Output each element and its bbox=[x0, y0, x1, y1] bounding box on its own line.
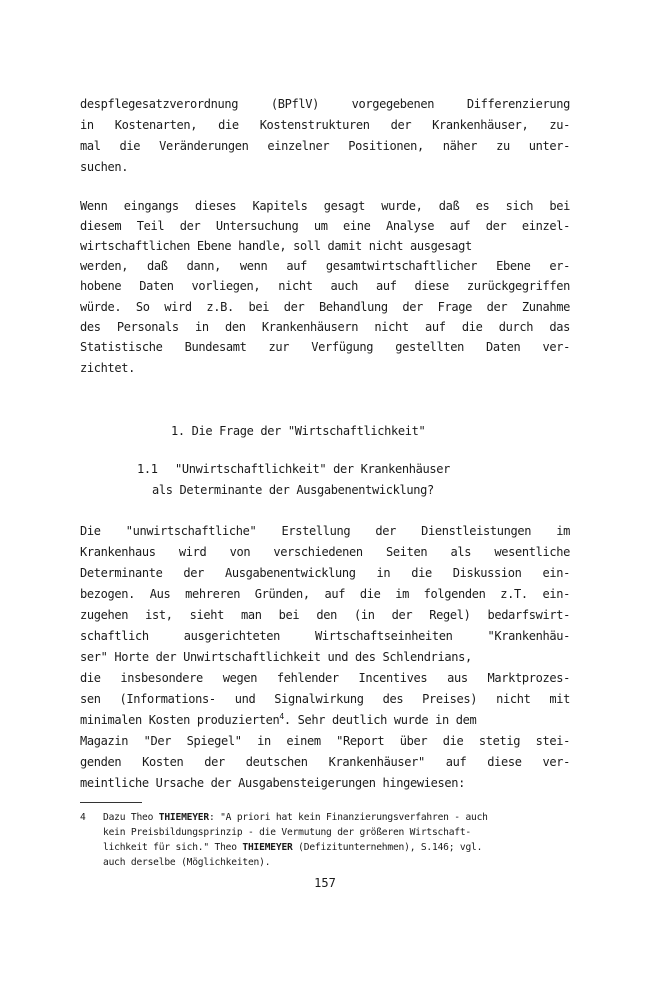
para3-line-text: . Sehr deutlich wurde in dem bbox=[283, 713, 477, 727]
para2-line: diesem Teil der Untersuchung um eine Analyse auf der einzel- bbox=[80, 219, 570, 233]
para3-line: Magazin "Der Spiegel" in einem "Report über die stetig stei- bbox=[80, 734, 570, 748]
page-number: 157 bbox=[314, 876, 336, 890]
para3-line: die insbesondere wegen fehlender Incentives aus Marktprozes- bbox=[80, 671, 570, 685]
footnote-text: Dazu Theo bbox=[103, 812, 159, 823]
para2-line: Statistische Bundesamt zur Verfügung gestellten Daten ver- bbox=[80, 340, 570, 354]
para2-line: des Personals in den Krankenhäusern nicht auf die durch das bbox=[80, 320, 570, 334]
footnote-rule bbox=[80, 802, 142, 803]
footnote-number: 4 bbox=[80, 812, 86, 823]
para2-line: zichtet. bbox=[80, 361, 135, 375]
para1-line: in Kostenarten, die Kostenstrukturen der Krankenhäuser, zu- bbox=[80, 118, 570, 132]
footnote-line bbox=[103, 810, 488, 825]
para2-line: wirtschaftlichen Ebene handle, soll damit nicht ausgesagt bbox=[80, 239, 472, 253]
subsection-heading-line: "Unwirtschaftlichkeit" der Krankenhäuser bbox=[175, 462, 450, 476]
footnote-line: kein Preisbildungsprinzip - die Vermutung der größeren Wirtschaft- bbox=[103, 827, 472, 838]
subsection-heading-line: als Determinante der Ausgabenentwicklung? bbox=[152, 483, 434, 497]
footnote-author: THIEMEYER bbox=[158, 812, 209, 823]
footnote-author: THIEMEYER bbox=[242, 842, 293, 853]
para1-line: mal die Veränderungen einzelner Positionen, näher zu unter- bbox=[80, 139, 570, 153]
para2-line: würde. So wird z.B. bei der Behandlung der Frage der Zunahme bbox=[80, 300, 570, 314]
para3-line: ser" Horte der Unwirtschaftlichkeit und des Schlendrians, bbox=[80, 650, 472, 664]
para3-line: bezogen. Aus mehreren Gründen, auf die im folgenden z.T. ein- bbox=[80, 587, 570, 601]
para3-line-text: minimalen Kosten produzierten bbox=[80, 713, 280, 727]
para2-line: Wenn eingangs dieses Kapitels gesagt wurde, daß es sich bei bbox=[80, 199, 570, 213]
para3-line: genden Kosten der deutschen Krankenhäuser" auf diese ver- bbox=[80, 755, 570, 769]
footnote-text: : "A priori hat kein Finanzierungsverfahren - auch bbox=[208, 812, 488, 823]
para3-line: schaftlich ausgerichteten Wirtschaftseinheiten "Krankenhäu- bbox=[80, 629, 570, 643]
subsection-number: 1.1 bbox=[137, 462, 158, 476]
footnote-text: (Defizitunternehmen), S.146; vgl. bbox=[292, 842, 483, 853]
footnote-text: lichkeit für sich." Theo bbox=[103, 842, 243, 853]
para3-line: Krankenhaus wird von verschiedenen Seiten als wesentliche bbox=[80, 545, 570, 559]
para3-line: sen (Informations- und Signalwirkung des Preises) nicht mit bbox=[80, 692, 570, 706]
para3-line: meintliche Ursache der Ausgabensteigerungen hingewiesen: bbox=[80, 776, 465, 790]
footnote-line: auch derselbe (Möglichkeiten). bbox=[103, 857, 271, 868]
para3-line: Die "unwirtschaftliche" Erstellung der Dienstleistungen im bbox=[80, 524, 570, 538]
footnote-line bbox=[103, 840, 482, 855]
para2-line: hobene Daten vorliegen, nicht auch auf diese zurückgegriffen bbox=[80, 279, 570, 293]
para1-line: suchen. bbox=[80, 160, 129, 174]
para1-line: despflegesatzverordnung (BPflV) vorgegebenen Differenzierung bbox=[80, 97, 570, 111]
footnote-ref: 4 bbox=[279, 712, 284, 721]
para3-line: zugehen ist, sieht man bei den (in der Regel) bedarfswirt- bbox=[80, 608, 570, 622]
para3-line bbox=[80, 710, 575, 730]
section-heading: 1. Die Frage der "Wirtschaftlichkeit" bbox=[171, 424, 426, 438]
para2-line: werden, daß dann, wenn auf gesamtwirtschaftlicher Ebene er- bbox=[80, 259, 570, 273]
para3-line: Determinante der Ausgabenentwicklung in die Diskussion ein- bbox=[80, 566, 570, 580]
